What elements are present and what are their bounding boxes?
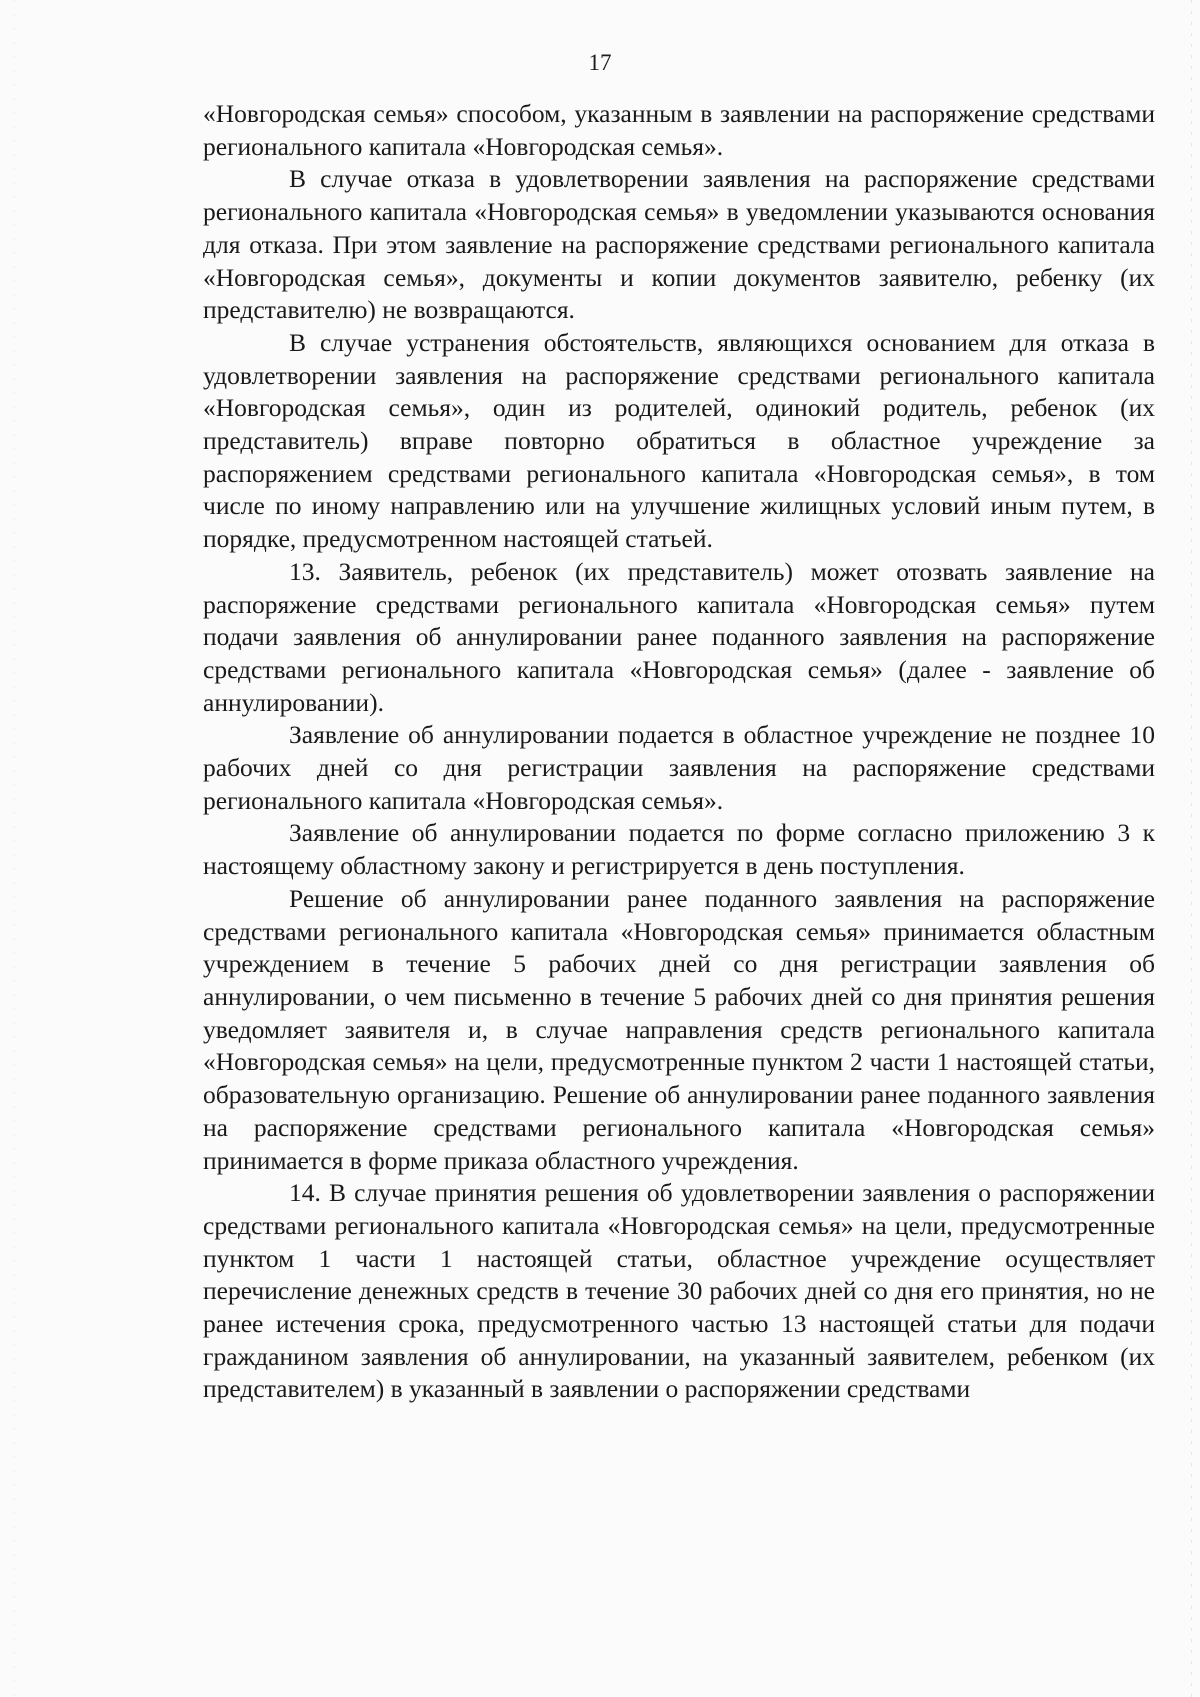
- paragraph-annulment-deadline: Заявление об аннулировании подается в областное учреждение не позднее 10 рабочих дней со дня регистрации заявления на распоряжение средствами регионального капитала «Новгородская семья».: [203, 720, 1155, 815]
- paragraph-continuation: «Новгородская семья» способом, указанным в заявлении на распоряжение средствами регионального капитала «Новгородская семья».: [203, 99, 1155, 161]
- scan-edge-right: [1191, 0, 1192, 1697]
- paragraph-annulment-decision: Решение об аннулировании ранее поданного заявления на распоряжение средствами регионального капитала «Новгородская семья» принимается областным учреждением в течение 5 рабочих дней со дня регистрации заявления об аннулировании, о чем письменно в течение 5 рабочих дней со дня принятия решения уведомляет заявителя и, в случае направления средств регионального капитала «Новгородская семья» на цели, предусмотренные пунктом 2 части 1 настоящей статьи, образовательную организацию. Решение об аннулировании ранее поданного заявления на распоряжение средствами регионального капитала «Новгородская семья» принимается в форме приказа областного учреждения.: [203, 883, 1155, 1175]
- page-number: 17: [588, 50, 612, 75]
- document-body: [203, 98, 1155, 1406]
- paragraph-item-13: 13. Заявитель, ребенок (их представитель) может отозвать заявление на распоряжение средствами регионального капитала «Новгородская семья» путем подачи заявления об аннулировании ранее поданного заявления на распоряжение средствами регионального капитала «Новгородская семья» (далее - заявление об аннулировании).: [203, 556, 1155, 717]
- paragraph-refusal-notice: В случае отказа в удовлетворении заявления на распоряжение средствами регионального капитала «Новгородская семья» в уведомлении указываются основания для отказа. При этом заявление на распоряжение средствами регионального капитала «Новгородская семья», документы и копии документов заявителю, ребенку (их представителю) не возвращаются.: [203, 164, 1155, 325]
- paragraph-repeat-application: В случае устранения обстоятельств, являющихся основанием для отказа в удовлетворении заявления на распоряжение средствами регионального капитала «Новгородская семья», один из родителей, одинокий родитель, ребенок (их представитель) вправе повторно обратиться в областное учреждение за распоряжением средствами регионального капитала «Новгородская семья», в том числе по иному направлению или на улучшение жилищных условий иным путем, в порядке, предусмотренном настоящей статьей.: [203, 327, 1155, 554]
- scan-edge-left: [14, 0, 15, 1697]
- paragraph-item-14: 14. В случае принятия решения об удовлетворении заявления о распоряжении средствами регионального капитала «Новгородская семья» на цели, предусмотренные пунктом 1 части 1 настоящей статьи, областное учреждение осуществляет перечисление денежных средств в течение 30 рабочих дней со дня его принятия, но не ранее истечения срока, предусмотренного частью 13 настоящей статьи для подачи гражданином заявления об аннулировании, на указанный заявителем, ребенком (их представителем) в указанный в заявлении о распоряжении средствами: [203, 1178, 1155, 1404]
- paragraph-annulment-form: Заявление об аннулировании подается по форме согласно приложению 3 к настоящему областному закону и регистрируется в день поступления.: [203, 818, 1155, 881]
